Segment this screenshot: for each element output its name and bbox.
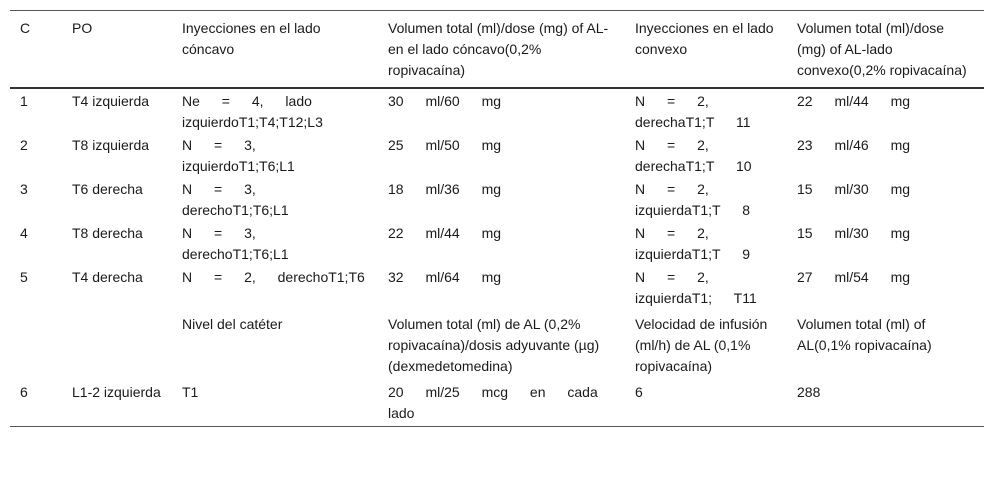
data-table-container bbox=[10, 10, 984, 427]
header-concave-volume: Volumen total (ml)/dose (mg) of AL-en el lado cóncavo(0,2% ropivacaína) bbox=[388, 20, 609, 78]
cell-c: 1 bbox=[20, 93, 28, 109]
cell-po: T6 derecha bbox=[72, 181, 143, 197]
cell-po: T8 izquierda bbox=[72, 137, 150, 153]
data-table bbox=[10, 10, 984, 427]
subheader-total-volume: Volumen total (ml) of AL(0,1% ropivacaína) bbox=[797, 316, 932, 353]
table-row bbox=[10, 377, 984, 427]
cell-convex-volume: 23 ml/46 mg bbox=[797, 137, 911, 153]
cell-total-volume: 288 bbox=[797, 384, 821, 400]
cell-convex-injections: N = 2, izquierdaT1; T11 bbox=[635, 269, 757, 306]
cell-po: T8 derecha bbox=[72, 225, 143, 241]
cell-concave-volume: 30 ml/60 mg bbox=[388, 93, 502, 109]
cell-c: 3 bbox=[20, 181, 28, 197]
cell-convex-volume: 22 ml/44 mg bbox=[797, 93, 911, 109]
subheader-catheter-level: Nivel del catéter bbox=[182, 316, 283, 332]
table-row bbox=[10, 265, 984, 309]
cell-convex-volume: 27 ml/54 mg bbox=[797, 269, 911, 285]
cell-concave-volume: 22 ml/44 mg bbox=[388, 225, 502, 241]
header-convex-injections: Inyecciones en el lado convexo bbox=[635, 20, 774, 57]
cell-convex-injections: N = 2, derechaT1;T 10 bbox=[635, 137, 752, 174]
header-convex-volume: Volumen total (ml)/dose (mg) of AL-lado convexo(0,2% ropivacaína) bbox=[797, 20, 967, 78]
table-row bbox=[10, 221, 984, 265]
cell-convex-injections: N = 2, derechaT1;T 11 bbox=[635, 93, 751, 130]
header-concave-injections: Inyecciones en el lado cóncavo bbox=[182, 20, 321, 57]
cell-concave-volume: 18 ml/36 mg bbox=[388, 181, 502, 197]
cell-concave-volume: 32 ml/64 mg bbox=[388, 269, 502, 285]
cell-convex-volume: 15 ml/30 mg bbox=[797, 225, 911, 241]
cell-c: 6 bbox=[20, 384, 28, 400]
subheader-infusion-rate: Velocidad de infusión (ml/h) de AL (0,1% ropivacaína) bbox=[635, 316, 768, 374]
table-body bbox=[10, 88, 984, 427]
cell-volume-adjuvant: 20 ml/25 mcg en cada lado bbox=[388, 384, 598, 421]
cell-po: L1-2 izquierda bbox=[72, 384, 161, 400]
header-c: C bbox=[20, 20, 31, 36]
cell-concave-injections: N = 2, derechoT1;T6 bbox=[182, 269, 365, 285]
subheader-row bbox=[10, 309, 984, 377]
cell-c: 4 bbox=[20, 225, 28, 241]
cell-concave-injections: Ne = 4, lado izquierdoT1;T4;T12;L3 bbox=[182, 93, 323, 130]
table-row bbox=[10, 133, 984, 177]
table-row bbox=[10, 88, 984, 133]
cell-c: 5 bbox=[20, 269, 28, 285]
cell-convex-injections: N = 2, izquierdaT1;T 9 bbox=[635, 225, 751, 262]
cell-concave-volume: 25 ml/50 mg bbox=[388, 137, 502, 153]
cell-convex-injections: N = 2, izquierdaT1;T 8 bbox=[635, 181, 751, 218]
subheader-total-volume-adjuvant: Volumen total (ml) de AL (0,2% ropivacaína)/dosis adyuvante (µg) (dexmedetomedina) bbox=[388, 316, 600, 374]
cell-po: T4 derecha bbox=[72, 269, 143, 285]
cell-concave-injections: N = 3, izquierdoT1;T6;L1 bbox=[182, 137, 295, 174]
table-header bbox=[10, 11, 984, 89]
table-row bbox=[10, 177, 984, 221]
header-po: PO bbox=[72, 20, 93, 36]
subheader-empty bbox=[62, 309, 172, 377]
cell-concave-injections: N = 3, derechoT1;T6;L1 bbox=[182, 225, 289, 262]
header-row bbox=[10, 11, 984, 89]
cell-infusion-rate: 6 bbox=[635, 384, 643, 400]
cell-po: T4 izquierda bbox=[72, 93, 150, 109]
cell-catheter-level: T1 bbox=[182, 384, 199, 400]
cell-concave-injections: N = 3, derechoT1;T6;L1 bbox=[182, 181, 289, 218]
cell-convex-volume: 15 ml/30 mg bbox=[797, 181, 911, 197]
subheader-empty bbox=[10, 309, 62, 377]
cell-c: 2 bbox=[20, 137, 28, 153]
